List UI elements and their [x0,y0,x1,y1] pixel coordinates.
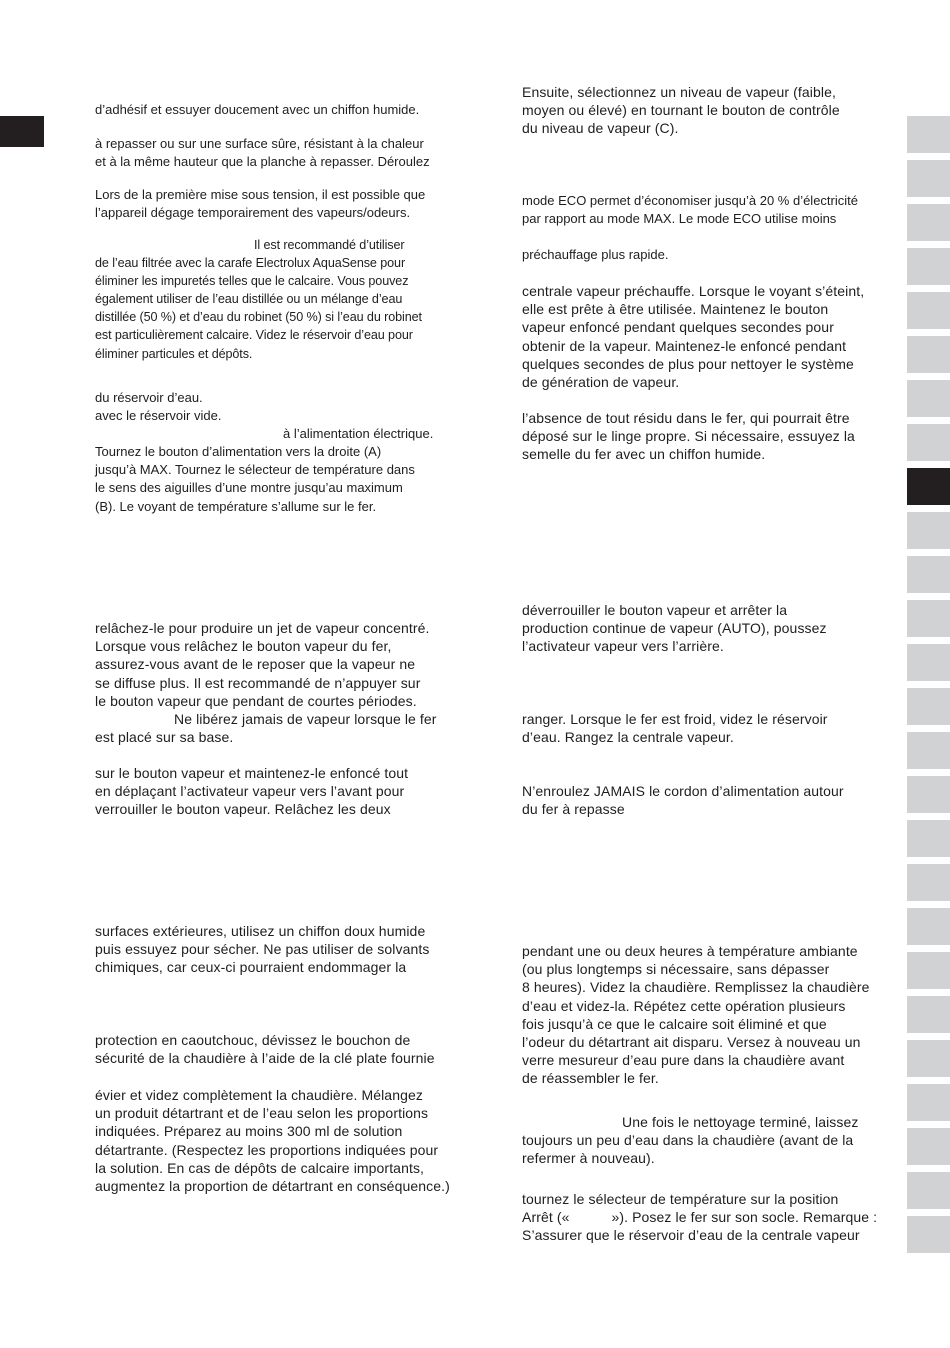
language-tab [907,292,950,329]
text-line: l’activateur vapeur vers l’arrière. [522,638,724,655]
text-line: également utiliser de l’eau distillée ou un mélange d’eau [95,292,403,307]
language-tab [907,556,950,593]
text-line: (ou plus longtemps si nécessaire, sans dépasser [522,961,830,978]
language-tab [907,776,950,813]
language-tab [907,1172,950,1209]
text-line: sécurité de la chaudière à l’aide de la clé plate fournie [95,1050,435,1067]
text-line: verre mesureur d’eau pure dans la chaudière avant [522,1052,845,1069]
language-tab [907,952,950,989]
paragraph-preheat [522,246,668,264]
text-line: Une fois le nettoyage terminé, laissez [622,1114,859,1130]
language-tab [907,864,950,901]
language-tab [907,688,950,725]
text-line: ranger. Lorsque le fer est froid, videz le réservoir [522,711,828,727]
text-line: détartrante. (Respectez les proportions indiquées pour [95,1141,439,1158]
text-line: la solution. En cas de dépôts de calcaire importants, [95,1159,425,1176]
text-line: N’enroulez JAMAIS le cordon d’alimentation autour [522,783,844,799]
text-line: vapeur enfoncé pendant quelques secondes pour [522,319,834,336]
language-tab [907,512,950,549]
text-line: tournez le sélecteur de température sur la position [522,1191,839,1207]
language-tab [907,1084,950,1121]
language-tab [907,336,950,373]
text-line: Ensuite, sélectionnez un niveau de vapeur (faible, [522,84,836,100]
text-line: le sens des aiguilles d’une montre jusqu’au maximum [95,480,403,496]
text-line: augmentez la proportion de détartrant en conséquence.) [95,1178,450,1195]
text-line: Lors de la première mise sous tension, il est possible que [95,187,426,202]
text-line: toujours un peu d’eau dans la chaudière (avant de la [522,1132,854,1149]
text-line: verrouiller le bouton vapeur. Relâchez les deux [95,801,391,818]
text-line: par rapport au mode MAX. Le mode ECO utilise moins [522,211,837,227]
language-tab [907,1040,950,1077]
paragraph-cleaning [95,922,429,977]
paragraph-residue [522,409,855,464]
text-line: d’adhésif et essuyer doucement avec un chiffon humide. [95,102,420,117]
paragraph-unlock [522,601,827,656]
text-line: Arrêt (« »). Posez le fer sur son socle. Remarque : [522,1209,878,1226]
language-tab [907,820,950,857]
language-tab [907,732,950,769]
text-line: en déplaçant l’activateur vapeur vers l’avant pour [95,783,405,800]
paragraph-first-use [95,186,425,222]
text-line: le bouton vapeur que pendant de courtes périodes. [95,692,417,709]
text-line: d’eau. Rangez la centrale vapeur. [522,729,734,746]
text-line: pendant une ou deux heures à température ambiante [522,943,858,959]
text-line: de génération de vapeur. [522,374,680,391]
text-line: assurez-vous avant de le reposer que la vapeur ne [95,656,416,673]
text-line: jusqu’à MAX. Tournez le sélecteur de température dans [95,462,415,478]
language-tab [907,600,950,637]
text-line: indiquées. Préparez au moins 300 ml de solution [95,1123,403,1140]
paragraph-after-cleaning [522,1113,858,1168]
text-line: Tournez le bouton d’alimentation vers la droite (A) [95,444,382,460]
text-line: relâchez-le pour produire un jet de vapeur concentré. [95,620,430,636]
text-line: (B). Le voyant de température s’allume sur le fer. [95,498,377,514]
text-line: évier et videz complètement la chaudière. Mélangez [95,1087,423,1103]
paragraph-eco-mode [522,192,858,228]
paragraph-descale-wait [522,942,870,1088]
paragraph-boiler-cap [95,1031,435,1067]
language-tab [907,204,950,241]
language-tab [907,1216,950,1253]
text-line: à repasser ou sur une surface sûre, résistant à la chaleur [95,136,424,151]
text-line: éliminer les impuretés telles que le calcaire. Vous pouvez [95,274,409,289]
paragraph-ready [522,282,864,391]
text-line: S’assurer que le réservoir d’eau de la centrale vapeur [522,1227,860,1244]
text-line: puis essuyez pour sécher. Ne pas utiliser de solvants [95,941,430,958]
paragraph-adhesive [95,101,419,119]
text-line: centrale vapeur préchauffe. Lorsque le voyant s’éteint, [522,283,865,299]
text-line: l’appareil dégage temporairement des vapeurs/odeurs. [95,205,411,221]
text-line: déposé sur le linge propre. Si nécessaire, essuyez la [522,428,855,445]
language-tab [907,116,950,153]
text-line: refermer à nouveau). [522,1150,655,1167]
text-line: chimiques, car ceux-ci pourraient endommager la [95,959,407,976]
text-line: du fer à repasse [522,801,625,818]
paragraph-descaling [95,1086,450,1195]
text-line: fois jusqu’à ce que le calcaire soit éliminé et que [522,1015,827,1032]
language-tab [907,380,950,417]
text-line: d’eau et videz-la. Répétez cette opération plusieurs [522,997,846,1014]
paragraph-water-type [95,236,422,363]
text-line: moyen ou élevé) en tournant le bouton de contrôle [522,102,840,119]
text-line: elle est prête à être utilisée. Maintenez le bouton [522,301,829,318]
text-line: obtenir de la vapeur. Maintenez-le enfoncé pendant [522,337,847,354]
paragraph-switch-off [522,1190,877,1245]
language-tab [907,908,950,945]
language-tab [907,644,950,681]
text-line: préchauffage plus rapide. [522,247,669,262]
paragraph-cord-warning [522,782,844,818]
text-line: de réassembler le fer. [522,1070,659,1087]
text-line: à l’alimentation électrique. [283,426,434,442]
language-tab-active [907,468,950,505]
text-line: du niveau de vapeur (C). [522,120,679,137]
paragraph-steam-shot [95,619,437,746]
text-line: l’odeur du détartrant ait disparu. Versez à nouveau un [522,1034,861,1051]
text-line: Il est recommandé d’utiliser [254,238,405,252]
text-line: protection en caoutchouc, dévissez le bouchon de [95,1032,411,1048]
text-line: se diffuse plus. Il est recommandé de n’appuyer sur [95,674,421,691]
language-tab [907,996,950,1033]
language-tab [907,424,950,461]
text-line: semelle du fer avec un chiffon humide. [522,446,766,463]
text-line: distillée (50 %) et d’eau du robinet (50 %) si l’eau du robinet [95,310,422,325]
text-line: Lorsque vous relâchez le bouton vapeur du fer, [95,638,392,655]
page-marker [0,116,44,147]
paragraph-continuous-steam [95,764,408,819]
text-line: éliminer particules et dépôts. [95,346,253,361]
text-line: de l’eau filtrée avec la carafe Electrolux AquaSense pour [95,256,406,271]
text-line: un produit détartrant et de l’eau selon les proportions [95,1105,429,1122]
language-tab [907,248,950,285]
text-line: mode ECO permet d’économiser jusqu’à 20 % d’électricité [522,193,858,208]
text-line: surfaces extérieures, utilisez un chiffon doux humide [95,923,426,939]
text-line: sur le bouton vapeur et maintenez-le enfoncé tout [95,765,409,781]
paragraph-placement [95,135,430,171]
text-line: avec le réservoir vide. [95,408,222,424]
paragraph-storage [522,710,828,746]
text-line: quelques secondes de plus pour nettoyer le système [522,355,854,372]
language-tab [907,160,950,197]
text-line: est placé sur sa base. [95,729,234,746]
text-line: l’absence de tout résidu dans le fer, qui pourrait être [522,410,850,426]
text-line: 8 heures). Videz la chaudière. Remplissez la chaudière [522,979,870,996]
text-line: production continue de vapeur (AUTO), poussez [522,620,827,637]
text-line: est particulièrement calcaire. Videz le réservoir d’eau pour [95,328,413,343]
paragraph-steam-level [522,83,840,138]
language-tab [907,1128,950,1165]
paragraph-power-on [95,389,433,516]
text-line: du réservoir d’eau. [95,390,203,405]
text-line: déverrouiller le bouton vapeur et arrêter la [522,602,788,618]
text-line: Ne libérez jamais de vapeur lorsque le fer [174,711,437,728]
text-line: et à la même hauteur que la planche à repasser. Déroulez [95,154,430,170]
